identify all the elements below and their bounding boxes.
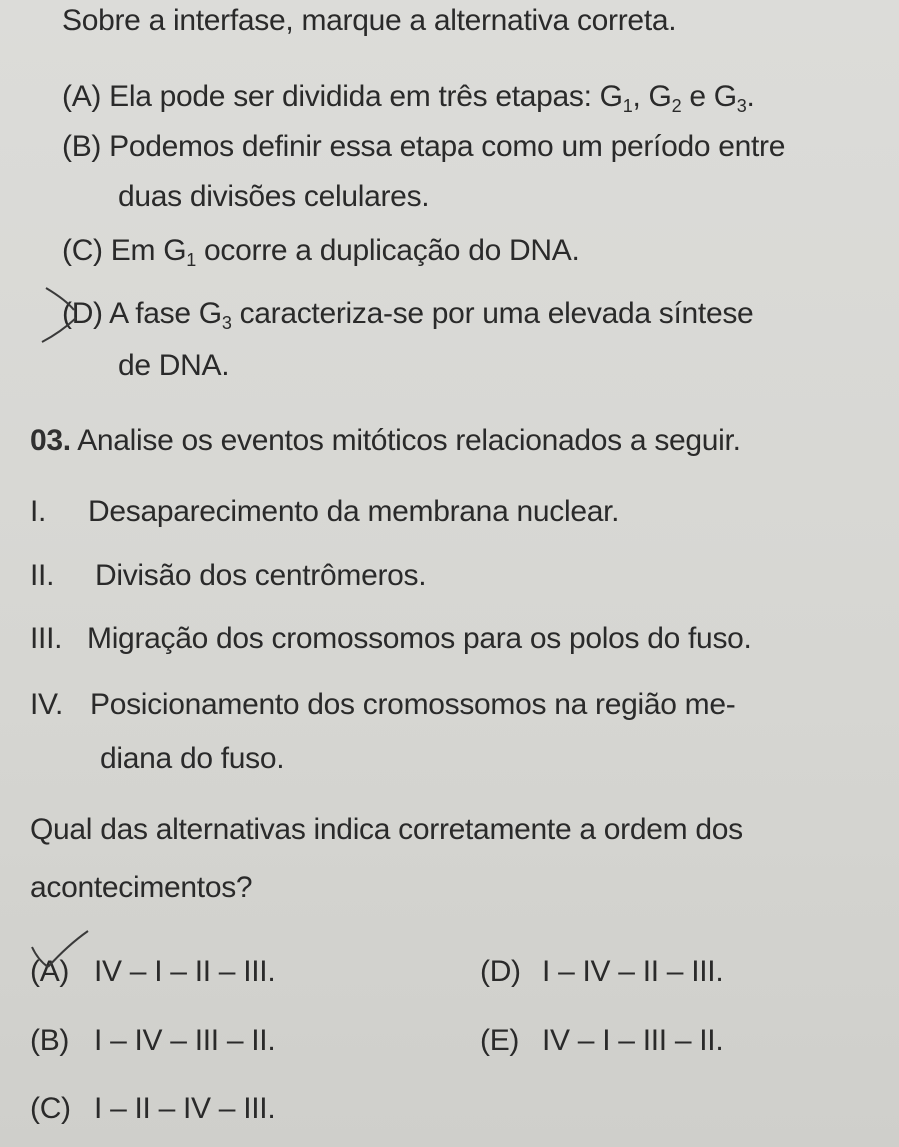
event-number: II. xyxy=(30,559,55,592)
q02-prompt: Sobre a interfase, marque a alternativa correta. xyxy=(62,4,677,37)
option-text-cont: ocorre a duplicação do DNA. xyxy=(196,234,580,267)
event-4-line2: diana do fuso. xyxy=(100,742,285,775)
option-letter: (B) xyxy=(62,130,102,163)
answer-text: I – II – IV – III. xyxy=(94,1092,276,1125)
event-text: Divisão dos centrômeros. xyxy=(95,559,427,592)
event-2 xyxy=(30,557,426,595)
subscript: 2 xyxy=(671,96,682,116)
event-1 xyxy=(30,493,619,531)
subscript: 3 xyxy=(736,96,747,116)
option-letter: (C) xyxy=(62,234,103,267)
q03-header xyxy=(30,422,741,460)
answer-c xyxy=(30,1090,275,1128)
answer-d xyxy=(480,953,723,991)
q03-question-line2: acontecimentos? xyxy=(30,871,253,904)
option-text-cont: , G xyxy=(632,80,672,113)
q03-prompt: Analise os eventos mitóticos relacionados a seguir. xyxy=(77,424,741,457)
q02-option-d-line2: de DNA. xyxy=(118,349,230,382)
q03-question-line1: Qual das alternativas indica corretamente a ordem dos xyxy=(30,813,743,846)
option-text-end: . xyxy=(746,80,755,113)
option-text: Em G xyxy=(110,234,187,267)
option-text: Ela pode ser dividida em três etapas: G xyxy=(109,80,623,113)
event-number: I. xyxy=(30,495,47,528)
event-4 xyxy=(30,686,735,724)
option-letter: (D) xyxy=(62,297,103,330)
option-text-cont: e G xyxy=(681,80,737,113)
answer-letter: (A) xyxy=(30,955,70,988)
answer-text: I – IV – II – III. xyxy=(542,955,724,988)
option-text: Podemos definir essa etapa como um período entre xyxy=(109,130,786,163)
answer-letter: (E) xyxy=(480,1024,520,1057)
q02-option-c xyxy=(62,232,579,270)
q02-option-d xyxy=(62,295,753,333)
q02-option-a xyxy=(62,78,755,116)
event-text: Posicionamento dos cromossomos na região me- xyxy=(90,688,736,721)
answer-e xyxy=(480,1022,723,1060)
event-number: IV. xyxy=(30,688,64,721)
option-letter: (A) xyxy=(62,80,102,113)
event-text: Desaparecimento da membrana nuclear. xyxy=(88,495,620,528)
subscript: 1 xyxy=(622,96,633,116)
answer-letter: (C) xyxy=(30,1092,71,1125)
answer-b xyxy=(30,1022,275,1060)
event-text: Migração dos cromossomos para os polos do fuso. xyxy=(87,622,752,655)
event-3 xyxy=(30,620,752,658)
q02-option-b-line2: duas divisões celulares. xyxy=(118,180,430,213)
answer-a xyxy=(30,953,275,991)
answer-text: I – IV – III – II. xyxy=(94,1024,276,1057)
question-number: 03. xyxy=(30,424,71,457)
answer-letter: (B) xyxy=(30,1024,70,1057)
answer-text: IV – I – III – II. xyxy=(542,1024,724,1057)
option-text: A fase G xyxy=(109,297,222,330)
answer-letter: (D) xyxy=(480,955,521,988)
subscript: 1 xyxy=(186,250,196,270)
answer-text: IV – I – II – III. xyxy=(94,955,276,988)
subscript: 3 xyxy=(221,313,232,333)
q02-option-b xyxy=(62,128,785,166)
event-number: III. xyxy=(30,622,63,655)
option-text-cont: caracteriza-se por uma elevada síntese xyxy=(231,297,754,330)
